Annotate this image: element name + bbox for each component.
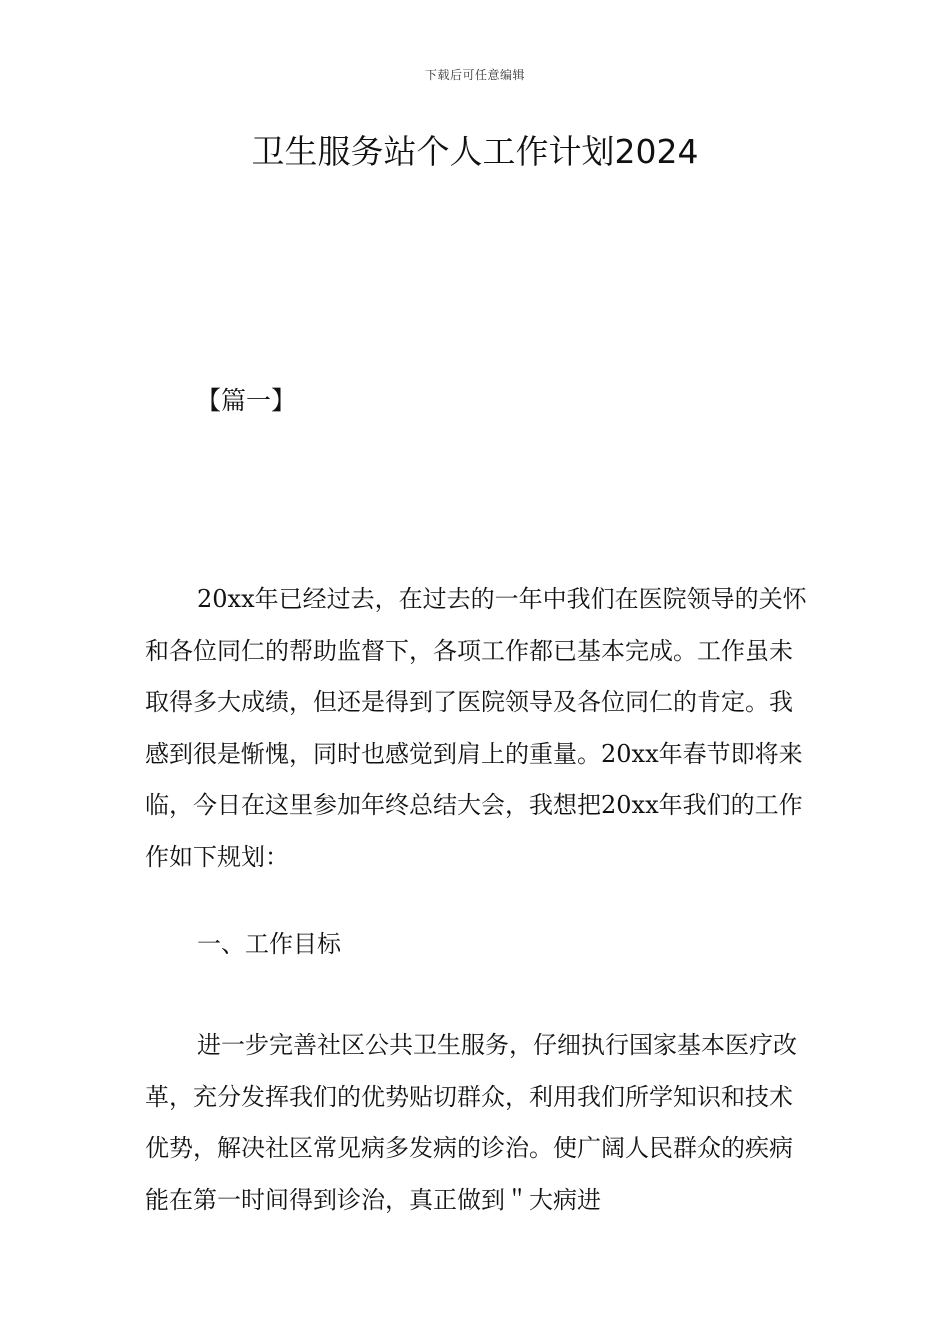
goal-heading: 一、工作目标: [197, 930, 341, 958]
goal-paragraph: 进一步完善社区公共卫生服务，仔细执行国家基本医疗改革，充分发挥我们的优势贴切群众，利用我们所学知识和技术优势，解决社区常见病多发病的诊治。使广阔人民群众的疾病能在第一时间得到诊治，真正做到＂大病进: [145, 1031, 797, 1214]
section-tag: 【篇一】: [196, 386, 297, 415]
document-title: 卫生服务站个人工作计划2024: [251, 132, 699, 171]
header-note: 下载后可任意编辑: [424, 68, 525, 82]
intro-paragraph: 20xx年已经过去，在过去的一年中我们在医院领导的关怀和各位同仁的帮助监督下，各项工作都已基本完成。工作虽未取得多大成绩，但还是得到了医院领导及各位同仁的肯定。我感到很是惭愧，同时也感觉到肩上的重量。20xx年春节即将来临，今日在这里参加年终总结大会，我想把20xx年我们的工作作如下规划：: [145, 585, 807, 871]
